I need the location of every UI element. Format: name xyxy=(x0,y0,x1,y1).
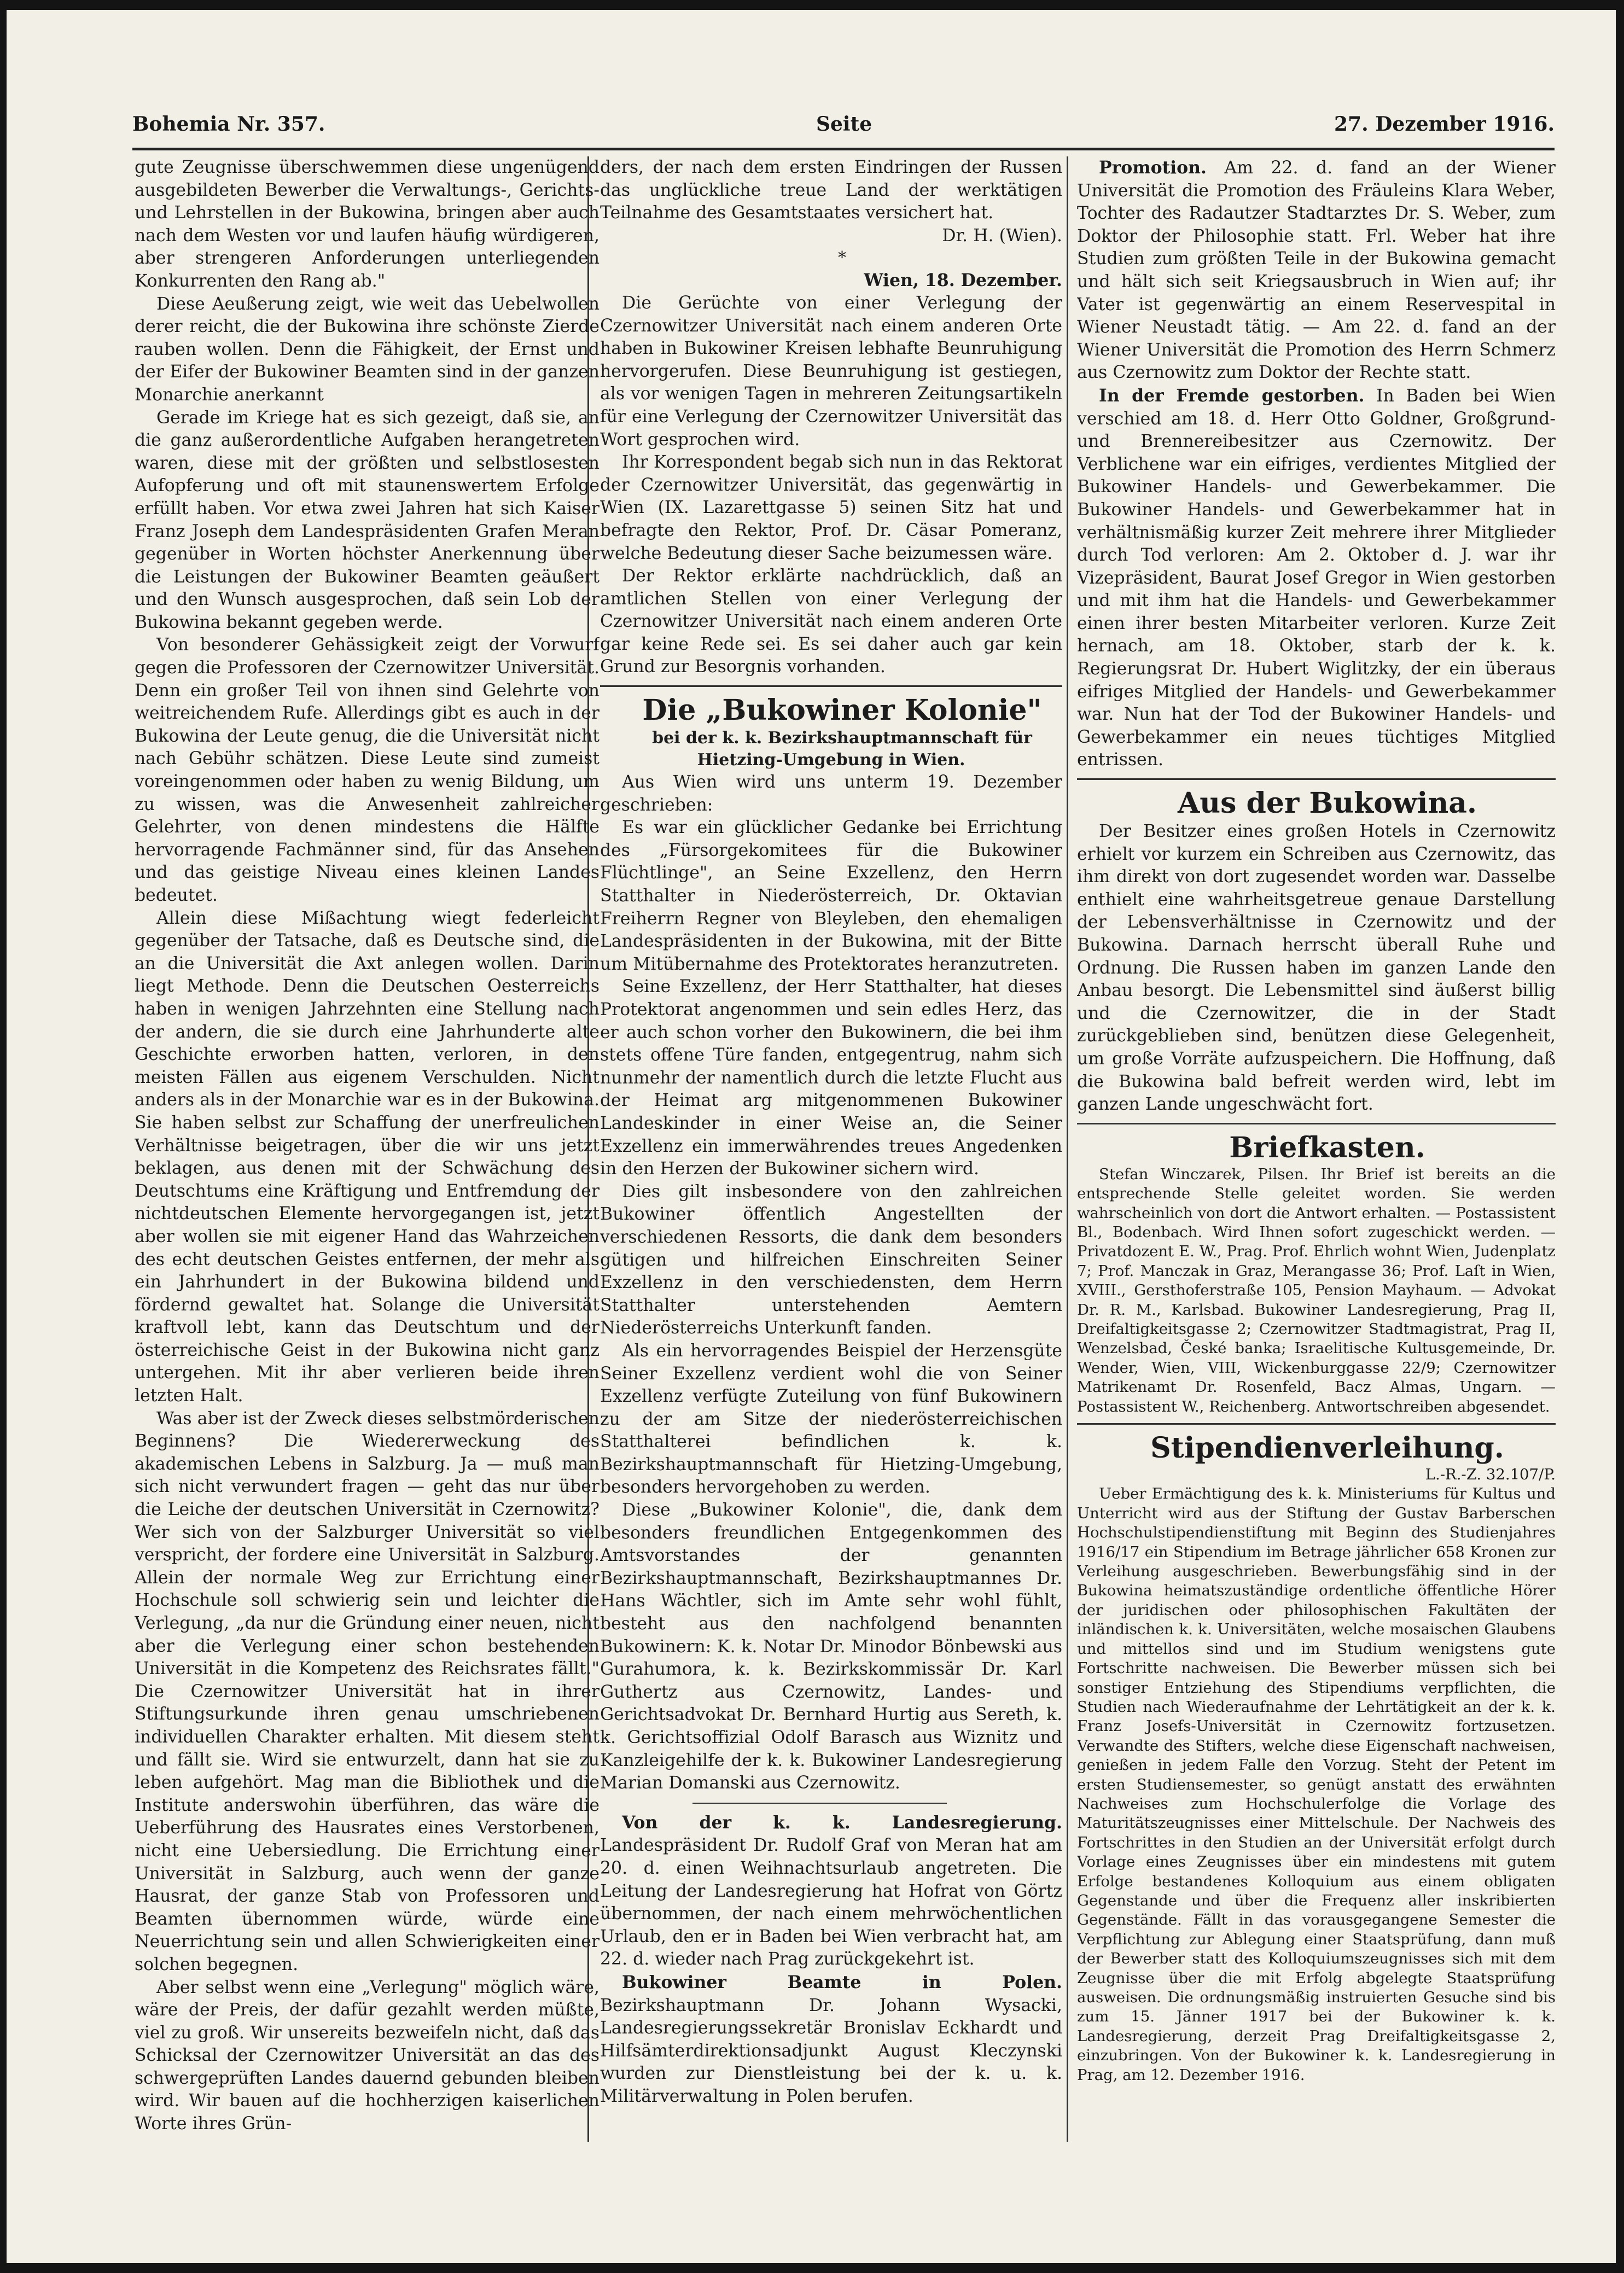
author-signature: Dr. H. (Wien). xyxy=(942,225,1062,246)
article-paragraph: Diese „Bukowiner Kolonie", die, dank dem besonders freundlichen Entgegenkommen des Amtsvorstandes der genannten Bezirkshauptmannschaft, Bezirkshauptmannes Dr. Hans Wächtler, sich im Amte sehr wohl fühlt, besteht aus den nachfolgend benannten Bukowinern: K. k. Notar Dr. Minodor Bönbewski aus Gurahumora, k. k. Bezirkskommissär Dr. Karl Guthertz aus Czernowitz, Landes- und Gerichtsadvokat Dr. Bernhard Hurtig aus Sereth, k. k. Gerichtsoffizial Odolf Barasch aus Wiznitz und Kanzleigehilfe der k. k. Bukowiner Landesregierung Marian Domanski aus Czernowitz. xyxy=(600,1500,1062,1793)
news-item-heading: In der Fremde gestorben. xyxy=(1099,385,1365,406)
article-paragraph: Aus Wien wird uns unterm 19. Dezember geschrieben: xyxy=(600,772,1062,815)
section-headline: Stipendienverleihung. xyxy=(1150,1431,1504,1465)
dateline: Wien, 18. Dezember. xyxy=(864,270,1062,291)
news-item-text: Am 22. d. fand an der Wiener Universität die Promotion des Fräuleins Klara Weber, Tochter des Radautzer Stadtarztes Dr. S. Weber, zum Doktor der Philosophie statt. Frl. Weber hat ihre Studien zum größten Teile in der Bukowina gemacht und hält sich seit Kriegsausbruch in Wien auf; ihr Vater ist gegenwärtig an einem Reservespital in Wiener Neustadt tätig. — Am 22. d. fand an der Wiener Universität die Promotion des Herrn Schmerz aus Czernowitz zum Doktor der Rechte statt. xyxy=(1077,158,1556,383)
article-paragraph: Der Rektor erklärte nachdrücklich, daß an amtlichen Stellen von einer Verlegung der Czernowitzer Universität nach einem anderen Orte gar keine Rede sei. Es sei daher auch gar kein Grund zur Besorgnis vorhanden. xyxy=(600,566,1062,677)
section-headline: Aus der Bukowina. xyxy=(1177,786,1477,820)
column-1 xyxy=(135,156,599,2142)
section-rule xyxy=(1077,778,1556,780)
article-paragraph: Diese Aeußerung zeigt, wie weit das Uebelwollen derer reicht, die der Bukowina ihre schönste Zierde rauben wollen. Denn die Fähigkeit, der Ernst und der Eifer der Bukowiner Beamten sind in der ganzen Monarchie anerkannt xyxy=(135,294,599,405)
short-rule xyxy=(692,1803,947,1804)
article-paragraph: Als ein hervorragendes Beispiel der Herzensgüte Seiner Exzellenz verdient wohl die von Seiner Exzellenz verfügte Zuteilung von fünf Bukowinern zu der am Sitze der niederösterreichischen Statthalterei befindlichen k. k. Bezirkshauptmannschaft für Hietzing-Umgebung, besonders hervorgehoben zu werden. xyxy=(600,1341,1062,1497)
news-item-text: Bezirkshauptmann Dr. Johann Wysacki, Landesregierungssekretär Bronislav Eckhardt und Hilfsämterdirektionsadjunkt August Kleczynski wurden zur Dienstleistung bei der k. u. k. Militärverwaltung in Polen berufen. xyxy=(600,1995,1062,2106)
section-headline: Briefkasten. xyxy=(1229,1130,1425,1164)
article-paragraph: gute Zeugnisse überschwemmen diese ungenügend ausgebildeten Bewerber die Verwaltungs-, Gerichts- und Lehrstellen in der Bukowina, bringen aber auch nach dem Westen vor und laufen häufig würdigeren, aber strengeren Anforderungen unterliegenden Konkurrenten den Rang ab." xyxy=(135,158,599,291)
notice-text: Ueber Ermächtigung des k. k. Ministeriums für Kultus und Unterricht wird aus der Stiftung der Gustav Barberschen Hochschulstipendienstiftung mit Beginn des Studienjahres 1916/17 ein Stipendium im Betrage jährlicher 658 Kronen zur Verleihung ausgeschrieben. Bewerbungsfähig sind in der Bukowina heimatszuständige ordentliche öffentliche Hörer der juridischen oder philosophischen Fakultäten der inländischen k. k. Universitäten, welche mosaischen Glaubens und mittellos sind und im Studium wenigstens gute Fortschritte nachweisen. Die Bewerber müssen sich bei sonstiger Entziehung des Stipendiums verpflichten, die Studien nach Wiederaufnahme der Lehrtätigkeit an der k. k. Franz Josefs-Universität in Czernowitz fortzusetzen. Verwandte des Stifters, welche diese Eigenschaft nachweisen, genießen in jedem Falle den Vorzug. Steht der Petent im ersten Studiensemester, so genügt anstatt des erwähnten Nachweises zum Hochschulerfolge die Vorlage des Maturitätszeugnisses einer Mittelschule. Der Nachweis des Fortschrittes in den Studien an der Universität erfolgt durch Vorlage eines Zeugnisses über ein mindestens mit gutem Erfolge bestandenes Kolloquium aus einem obligaten Gegenstande und über die Frequenz aller inskribierten Gegenstände. Fällt in das vorausgegangene Semester die Verpflichtung zur Ablegung einer Staatsprüfung, dann muß der Bewerber statt des Kolloquiumszeugnisses sich mit dem Zeugnisse über die mit Erfolg abgelegte Staatsprüfung ausweisen. Die ordnungsmäßig instruierten Gesuche sind bis zum 15. Jänner 1917 bei der Bukowiner k. k. Landesregierung, derzeit Prag Dreifaltigkeitsgasse 2, einzubringen. Von der Bukowiner k. k. Landesregierung in Prag, am 12. Dezember 1916. xyxy=(1077,1485,1556,2084)
news-item xyxy=(600,1811,1062,1971)
separator-star: * xyxy=(838,248,846,268)
article-paragraph: Was aber ist der Zweck dieses selbstmörderischen Beginnens? Die Wiedererweckung des akademischen Lebens in Salzburg. Ja — muß man sich nicht verwundert fragen — geht das nur über die Leiche der deutschen Universität in Czernowitz? Wer sich von der Salzburger Universität so viel verspricht, der fordere eine Universität in Salzburg. Allein der normale Weg zur Errichtung einer Hochschule soll schwierig sein und leichter die Verlegung, „da nur die Gründung einer neuen, nicht aber die Verlegung einer schon bestehenden Universität in die Kompetenz des Reichsrates fällt." Die Czernowitzer Universität hat in ihrer Stiftungsurkunde ihren genau umschriebenen individuellen Charakter erhalten. Mit diesem steht und fällt sie. Wird sie entwurzelt, dann hat sie zu leben aufgehört. Mag man die Bibliothek und die Institute anderswohin überführen, das wäre die Ueberführung des Hausrates eines Verstorbenen, nicht eine Uebersiedlung. Die Errichtung einer Universität in Salzburg, auch wenn der ganze Hausrat, der ganze Stab von Professoren und Beamten übernommen würde, würde eine Neuerrichtung sein und allen Schwierigkeiten einer solchen begegnen. xyxy=(135,1408,599,1974)
article-paragraph: Es war ein glücklicher Gedanke bei Errichtung des „Fürsorgekomitees für die Bukowiner Flüchtlinge", an Seine Exzellenz, den Herrn Statthalter in Niederösterreich, Dr. Oktavian Freiherrn Regner von Bleyleben, den ehemaligen Landespräsidenten in der Bukowina, mit der Bitte um Mitübernahme des Protektorates heranzutreten. xyxy=(600,818,1062,974)
section-rule xyxy=(600,685,1062,687)
article-paragraph: Dies gilt insbesondere von den zahlreichen Bukowiner öffentlich Angestellten der verschiedenen Ressorts, die dank dem besonders gütigen und hilfreichen Einschreiten Seiner Exzellenz in den verschiedensten, dem Herrn Statthalter unterstehenden Aemtern Niederösterreichs Unterkunft fanden. xyxy=(600,1181,1062,1338)
header-rule xyxy=(132,148,1555,150)
article-paragraph: ders, der nach dem ersten Eindringen der Russen das unglückliche treue Land der werktätigen Teilnahme des Gesamtstaates versichert hat. xyxy=(600,158,1062,223)
header-issue: Bohemia Nr. 357. xyxy=(132,113,325,136)
news-item-heading: Promotion. xyxy=(1099,158,1207,178)
reference-number: L.-R.-Z. 32.107/P. xyxy=(1425,1466,1556,1484)
article-paragraph: Allein diese Mißachtung wiegt federleicht gegenüber der Tatsache, daß es Deutsche sind, die an die Universität die Axt anlegen wollen. Darin liegt Methode. Denn die Deutschen Oesterreichs haben in wenigen Jahrzehnten eine Stellung nach der andern, die sie durch eine Jahrhunderte alte Geschichte erworben hatten, verloren, in den meisten Fällen aus eigenem Verschulden. Nicht anders als in der Monarchie war es in der Bukowina. Sie haben selbst zur Schaffung der unerfreulichen Verhältnisse beigetragen, über die wir uns jetzt beklagen, aus denen mit der Schwächung des Deutschtums eine Kräftigung und Entfremdung der nichtdeutschen Elemente hervorgegangen ist, jetzt aber wollen sie mit eigener Hand das Wahrzeichen des echt deutschen Geistes entfernen, der mehr als ein Jahrhundert in der Bukowina bildend und fördernd gewaltet hat. Solange die Universität kraftvoll lebt, kann das Deutschtum und der österreichische Geist in der Bukowina nicht ganz untergehen. Mit ihr aber verlieren beide ihren letzten Halt. xyxy=(135,908,599,1406)
news-item xyxy=(1077,384,1556,772)
article-paragraph: Gerade im Kriege hat es sich gezeigt, daß sie, an die ganz außerordentliche Aufgaben herangetreten waren, diese mit der größten und selbstlosesten Aufopferung und oft mit staunenswertem Erfolge erfüllt haben. Vor etwa zwei Jahren hat sich Kaiser Franz Joseph dem Landespräsidenten Grafen Meran gegenüber in Worten höchster Anerkennung über die Leistungen der Bukowiner Beamten geäußert und den Wunsch ausgesprochen, daß sein Lob der Bukowina bekannt gegeben werde. xyxy=(135,407,599,632)
column-3 xyxy=(1077,156,1556,2142)
article-paragraph: Seine Exzellenz, der Herr Statthalter, hat dieses Protektorat angenommen und sein edles Herz, das er auch schon vorher den Bukowinern, die bei ihm stets offene Türe fanden, entgegentrug, nahm sich nunmehr der namentlich durch die letzte Flucht aus der Heimat arg mitgenommenen Bukowiner Landeskinder in einer Weise an, die Seiner Exzellenz ein immerwährendes treues Angedenken in den Herzen der Bukowiner sichern wird. xyxy=(600,977,1062,1179)
header-date: 27. Dezember 1916. xyxy=(1334,113,1555,136)
section-subheadline: bei der k. k. Bezirkshauptmannschaft für Hietzing-Umgebung in Wien. xyxy=(652,728,1032,770)
news-item-heading: Von der k. k. Landesregierung. xyxy=(622,1812,1062,1833)
article-paragraph: Der Besitzer eines großen Hotels in Czernowitz erhielt vor kurzem ein Schreiben aus Czernowitz, das ihm direkt von dort zugesendet worden war. Dasselbe enthielt eine wahrheitsgetreue genaue Darstellung der Lebensverhältnisse in Czernowitz und der Bukowina. Darnach herrscht überall Ruhe und Ordnung. Die Russen haben im ganzen Lande den Anbau besorgt. Die Lebensmittel sind äußerst billig und die Czernowitzer, die in der Stadt zurückgeblieben sind, benützen diese Gelegenheit, um große Vorräte aufzuspeichern. Die Hoffnung, daß die Bukowina bald befreit werden wird, lebt im ganzen Lande ungeschwächt fort. xyxy=(1077,821,1556,1115)
column-divider-2 xyxy=(1067,156,1068,2142)
news-item-text: Landespräsident Dr. Rudolf Graf von Meran hat am 20. d. einen Weihnachtsurlaub angetreten. Die Leitung der Landesregierung hat Hofrat von Görtz übernommen, der nach einem mehrwöchentlichen Urlaub, den er in Baden bei Wien verbracht hat, am 22. d. wieder nach Prag zurückgekehrt ist. xyxy=(600,1835,1062,1969)
news-item-text: In Baden bei Wien verschied am 18. d. Herr Otto Goldner, Großgrund- und Brennereibesitzer aus Czernowitz. Der Verblichene war ein eifriges, verdientes Mitglied der Bukowiner Handels- und Gewerbekammer. Die Bukowiner Handels- und Gewerbekammer hat in verhältnismäßig kurzer Zeit mehrere ihrer Mitglieder durch Tod verloren: Am 2. Oktober d. J. war ihr Vizepräsident, Baurat Josef Gregor in Wien gestorben und mit ihm hat die Handels- und Gewerbekammer einen ihrer besten Mitarbeiter verloren. Kurze Zeit hernach, am 18. Oktober, starb der k. k. Regierungsrat Dr. Hubert Wiglitzky, der ein überaus eifriges Mitglied der Handels- und Gewerbekammer war. Nun hat der Tod der Bukowiner Handels- und Gewerbekammer ein neues tüchtiges Mitglied entrissen. xyxy=(1077,386,1556,770)
section-rule xyxy=(1077,1123,1556,1124)
article-paragraph: Ihr Korrespondent begab sich nun in das Rektorat der Czernowitzer Universität, das gegenwärtig in Wien (IX. Lazarettgasse 5) seinen Sitz hat und befragte den Rektor, Prof. Dr. Cäsar Pomeranz, welche Bedeutung dieser Sache beizumessen wäre. xyxy=(600,452,1062,563)
article-paragraph: Die Gerüchte von einer Verlegung der Czernowitzer Universität nach einem anderen Orte haben in Bukowiner Kreisen lebhafte Beunruhigung hervorgerufen. Diese Beunruhigung ist gestiegen, als vor wenigen Tagen in mehreren Zeitungsartikeln für eine Verlegung der Czernowitzer Universität das Wort gesprochen wird. xyxy=(600,293,1062,450)
news-item-heading: Bukowiner Beamte in Polen. xyxy=(622,1972,1062,1992)
section-rule xyxy=(1077,1423,1556,1425)
column-2 xyxy=(600,156,1062,2142)
header-page: Seite xyxy=(816,113,872,136)
page-header xyxy=(132,107,1555,145)
article-paragraph: Von besonderer Gehässigkeit zeigt der Vorwurf gegen die Professoren der Czernowitzer Universität. Denn ein großer Teil von ihnen sind Gelehrte von weitreichendem Rufe. Allerdings gibt es auch in der Bukowina der Leute genug, die die Universität nicht nach Gebühr schätzen. Diese Leute sind zumeist voreingenommen oder haben zu wenig Bildung, um zu wissen, was die Anwesenheit zahlreicher Gelehrter, von denen mindestens die Hälfte hervorragende Fachmänner sind, für das Ansehen und das geistige Niveau eines kleinen Landes bedeutet. xyxy=(135,635,599,905)
section-headline: Die „Bukowiner Kolonie" xyxy=(642,693,1042,727)
article-paragraph: Aber selbst wenn eine „Verlegung" möglich wäre, wäre der Preis, der dafür gezahlt werden müßte, viel zu groß. Wir unsereits bezweifeln nicht, daß das Schicksal der Czernowitzer Universität an das des schwergeprüften Landes dauernd gebunden bleiben wird. Wir bauen auf die hochherzigen kaiserlichen Worte ihres Grün- xyxy=(135,1977,599,2134)
newspaper-page xyxy=(7,10,1616,2263)
letters-text: Stefan Winczarek, Pilsen. Ihr Brief ist bereits an die entsprechende Stelle geleitet worden. Sie werden wahrscheinlich von dort die Antwort erhalten. — Postassistent Bl., Bodenbach. Wird Ihnen sofort zugeschickt werden. — Privatdozent E. W., Prag. Prof. Ehrlich wohnt Wien, Judenplatz 7; Prof. Manczak in Graz, Merangasse 36; Prof. Laſt in Wien, XVIII., Gersthoferstraße 105, Pension Mayhaum. — Advokat Dr. R. M., Karlsbad. Bukowiner Landesregierung, Prag II, Dreifaltigkeitsgasse 2; Czernowitzer Stadtmagistrat, Prag II, Wenzelsbad, České banka; Israelitische Kultusgemeinde, Dr. Wender, Wien, VIII, Wickenburggasse 22/9; Czernowitzer Matrikenamt Dr. Rosenfeld, Bacz Almas, Ungarn. — Postassistent W., Reichenberg. Antwortschreiben abgesendet. xyxy=(1077,1165,1556,1415)
news-item xyxy=(1077,156,1556,384)
news-item xyxy=(600,1971,1062,2108)
